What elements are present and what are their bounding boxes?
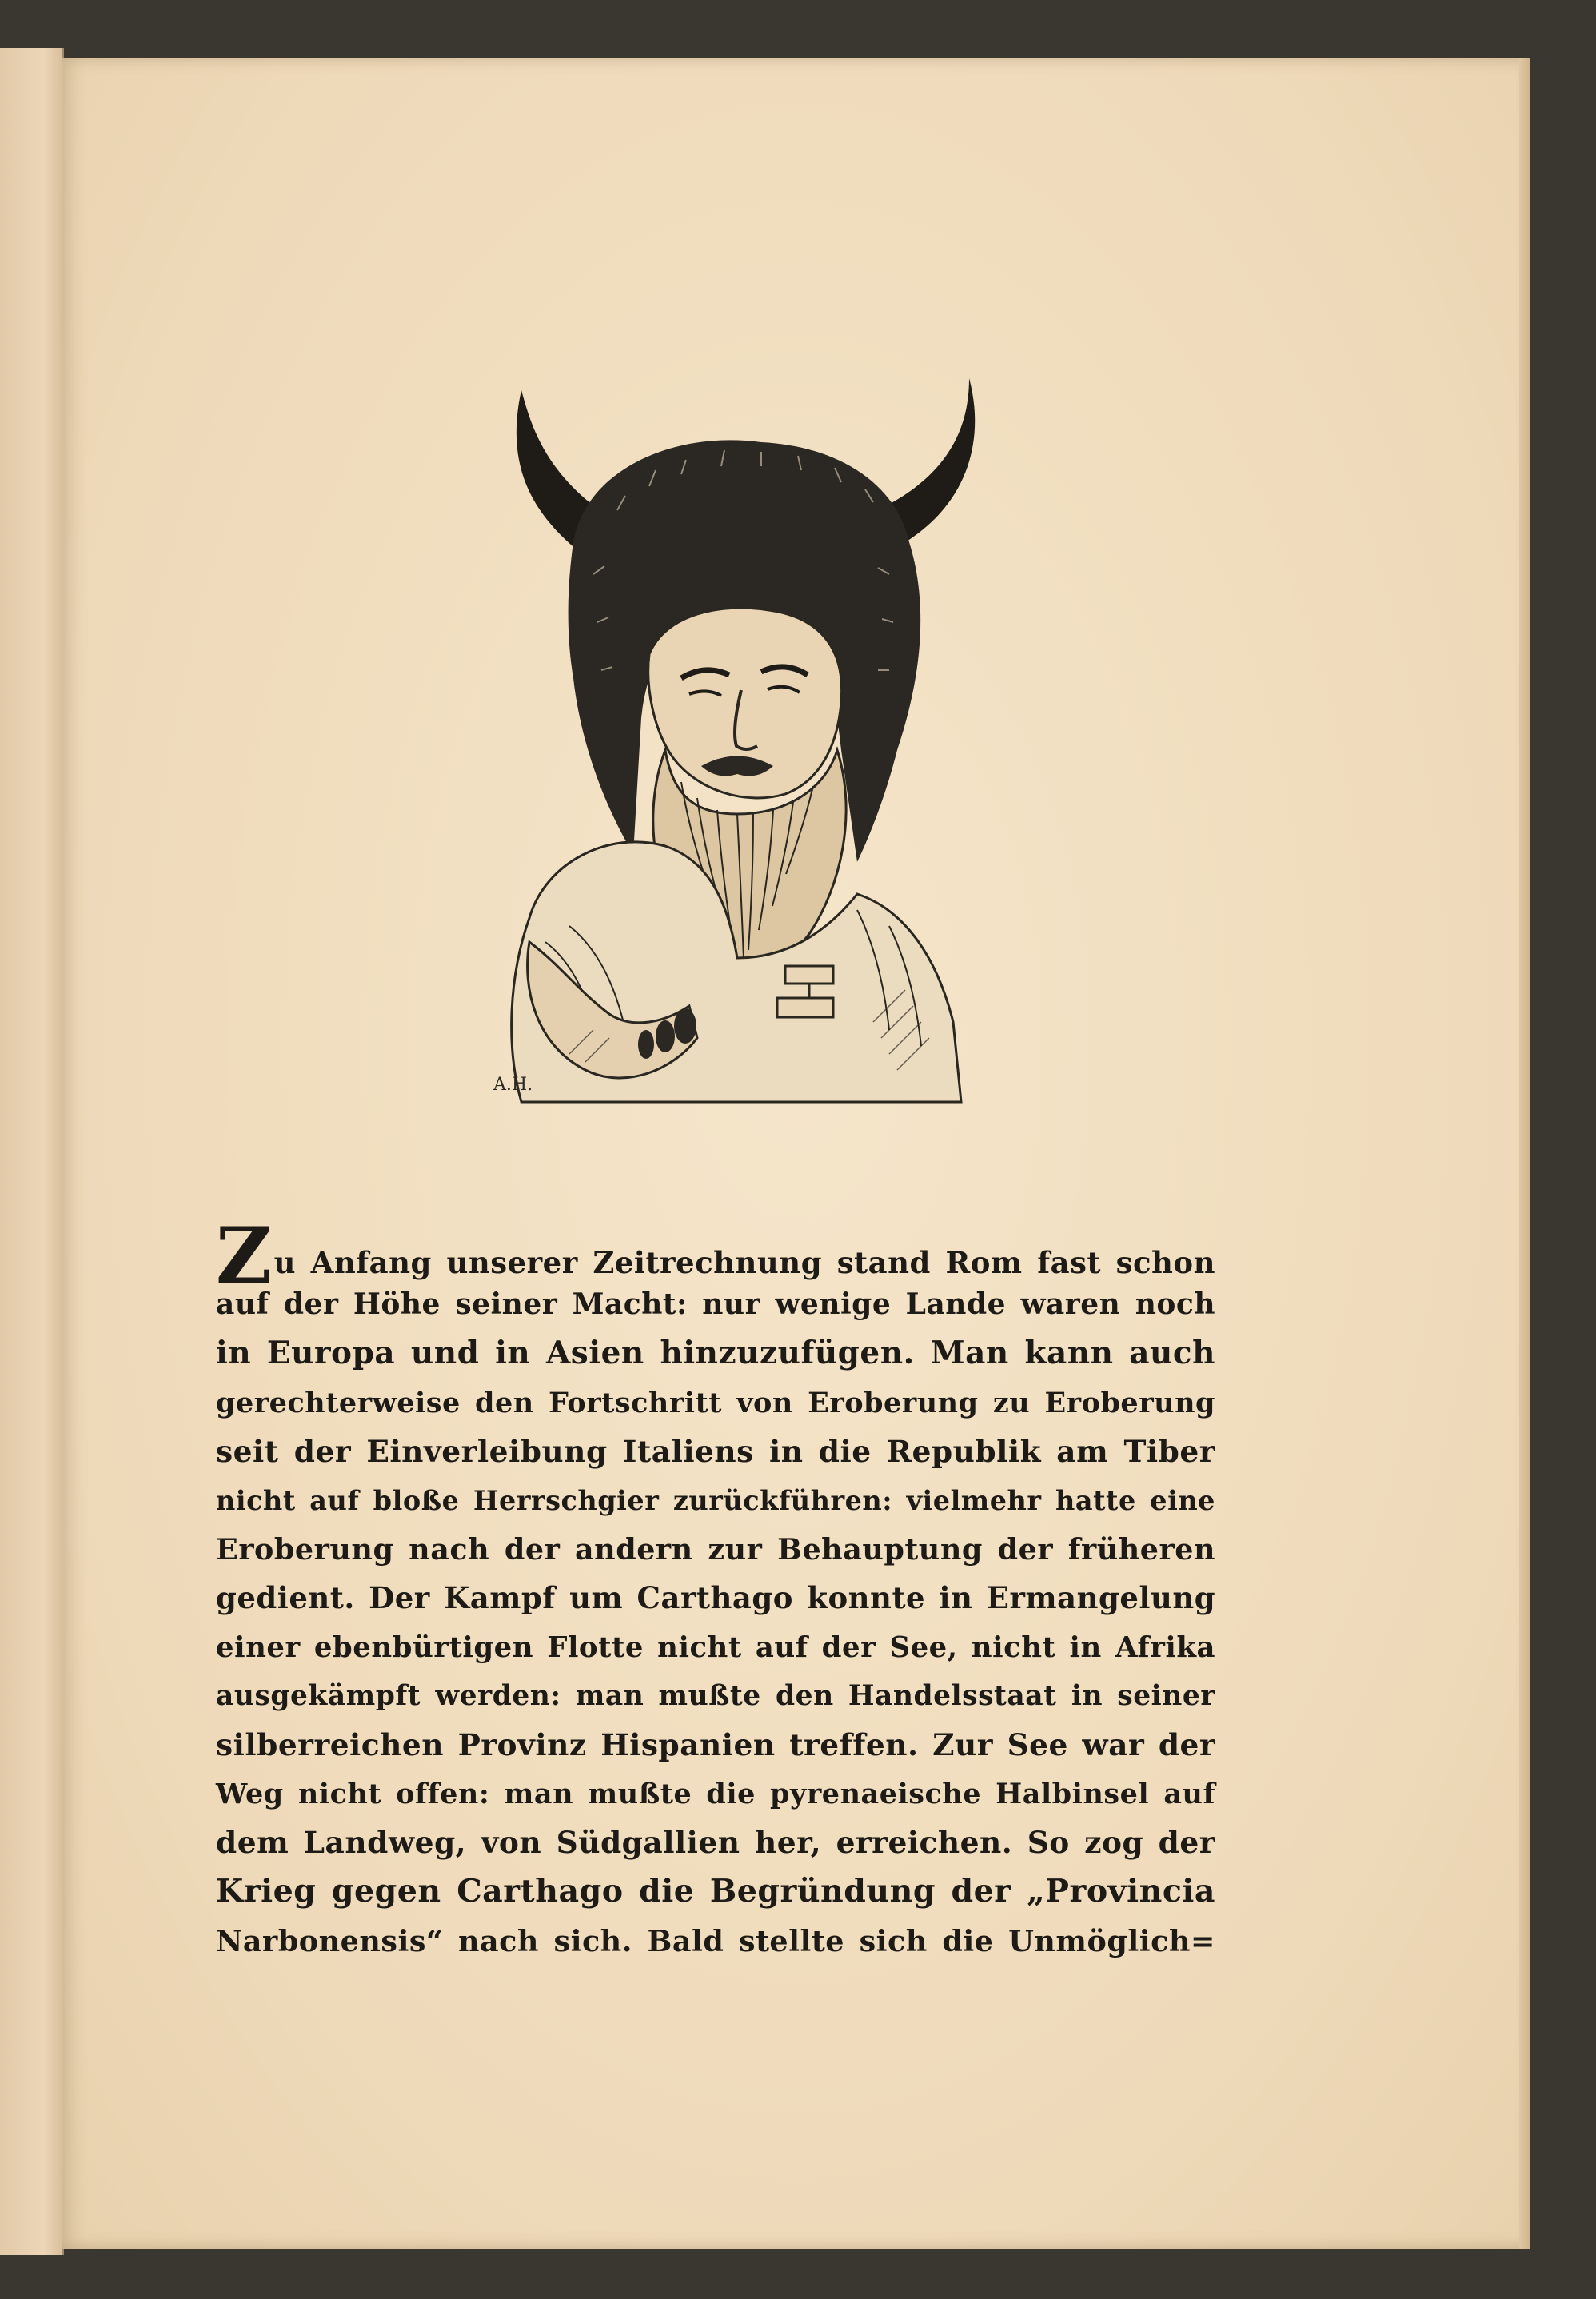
text-line-6: nicht auf bloße Herrschgier zurückführen: vielmehr hatte eine <box>216 1484 1215 1516</box>
page-fore-edge <box>1519 58 1530 2249</box>
text-line-3: in Europa und in Asien hinzuzufügen. Man kann auch <box>216 1335 1215 1372</box>
text-line-7: Eroberung nach der andern zur Behauptung der früheren <box>216 1532 1215 1567</box>
text-line-5: seit der Einverleibung Italiens in die Republik am Tiber <box>216 1433 1215 1469</box>
warrior-illustration <box>409 302 1065 1134</box>
text-line-1 <box>216 1211 1215 1301</box>
line-text: u Anfang unserer Zeitrechnung stand Rom fast schon <box>273 1245 1215 1280</box>
text-line-14: Krieg gegen Carthago die Begründung der „Provincia <box>216 1873 1215 1910</box>
text-line-9: einer ebenbürtigen Flotte nicht auf der See, nicht in Afrika <box>216 1630 1215 1664</box>
artist-signature: A.H. <box>493 1075 533 1095</box>
left-page-edge <box>0 48 64 2255</box>
text-line-15: Narbonensis“ nach sich. Bald stellte sich die Unmöglich= <box>216 1923 1215 1958</box>
text-line-10: ausgekämpft werden: man mußte den Handelsstaat in seiner <box>216 1679 1215 1712</box>
text-line-13: dem Landweg, von Südgallien her, erreichen. So zog der <box>216 1825 1215 1861</box>
text-line-11: silberreichen Provinz Hispanien treffen. Zur See war der <box>216 1726 1216 1762</box>
text-line-4: gerechterweise den Fortschritt von Eroberung zu Eroberung <box>216 1386 1215 1419</box>
body-paragraph <box>216 1211 1216 1966</box>
text-line-8: gedient. Der Kampf um Carthago konnte in Ermangelung <box>216 1580 1216 1616</box>
text-line-12: Weg nicht offen: man mußte die pyrenaeische Halbinsel auf <box>216 1778 1215 1811</box>
text-line-2: auf der Höhe seiner Macht: nur wenige Lande waren noch <box>216 1287 1215 1322</box>
drop-cap: Z <box>216 1211 273 1301</box>
